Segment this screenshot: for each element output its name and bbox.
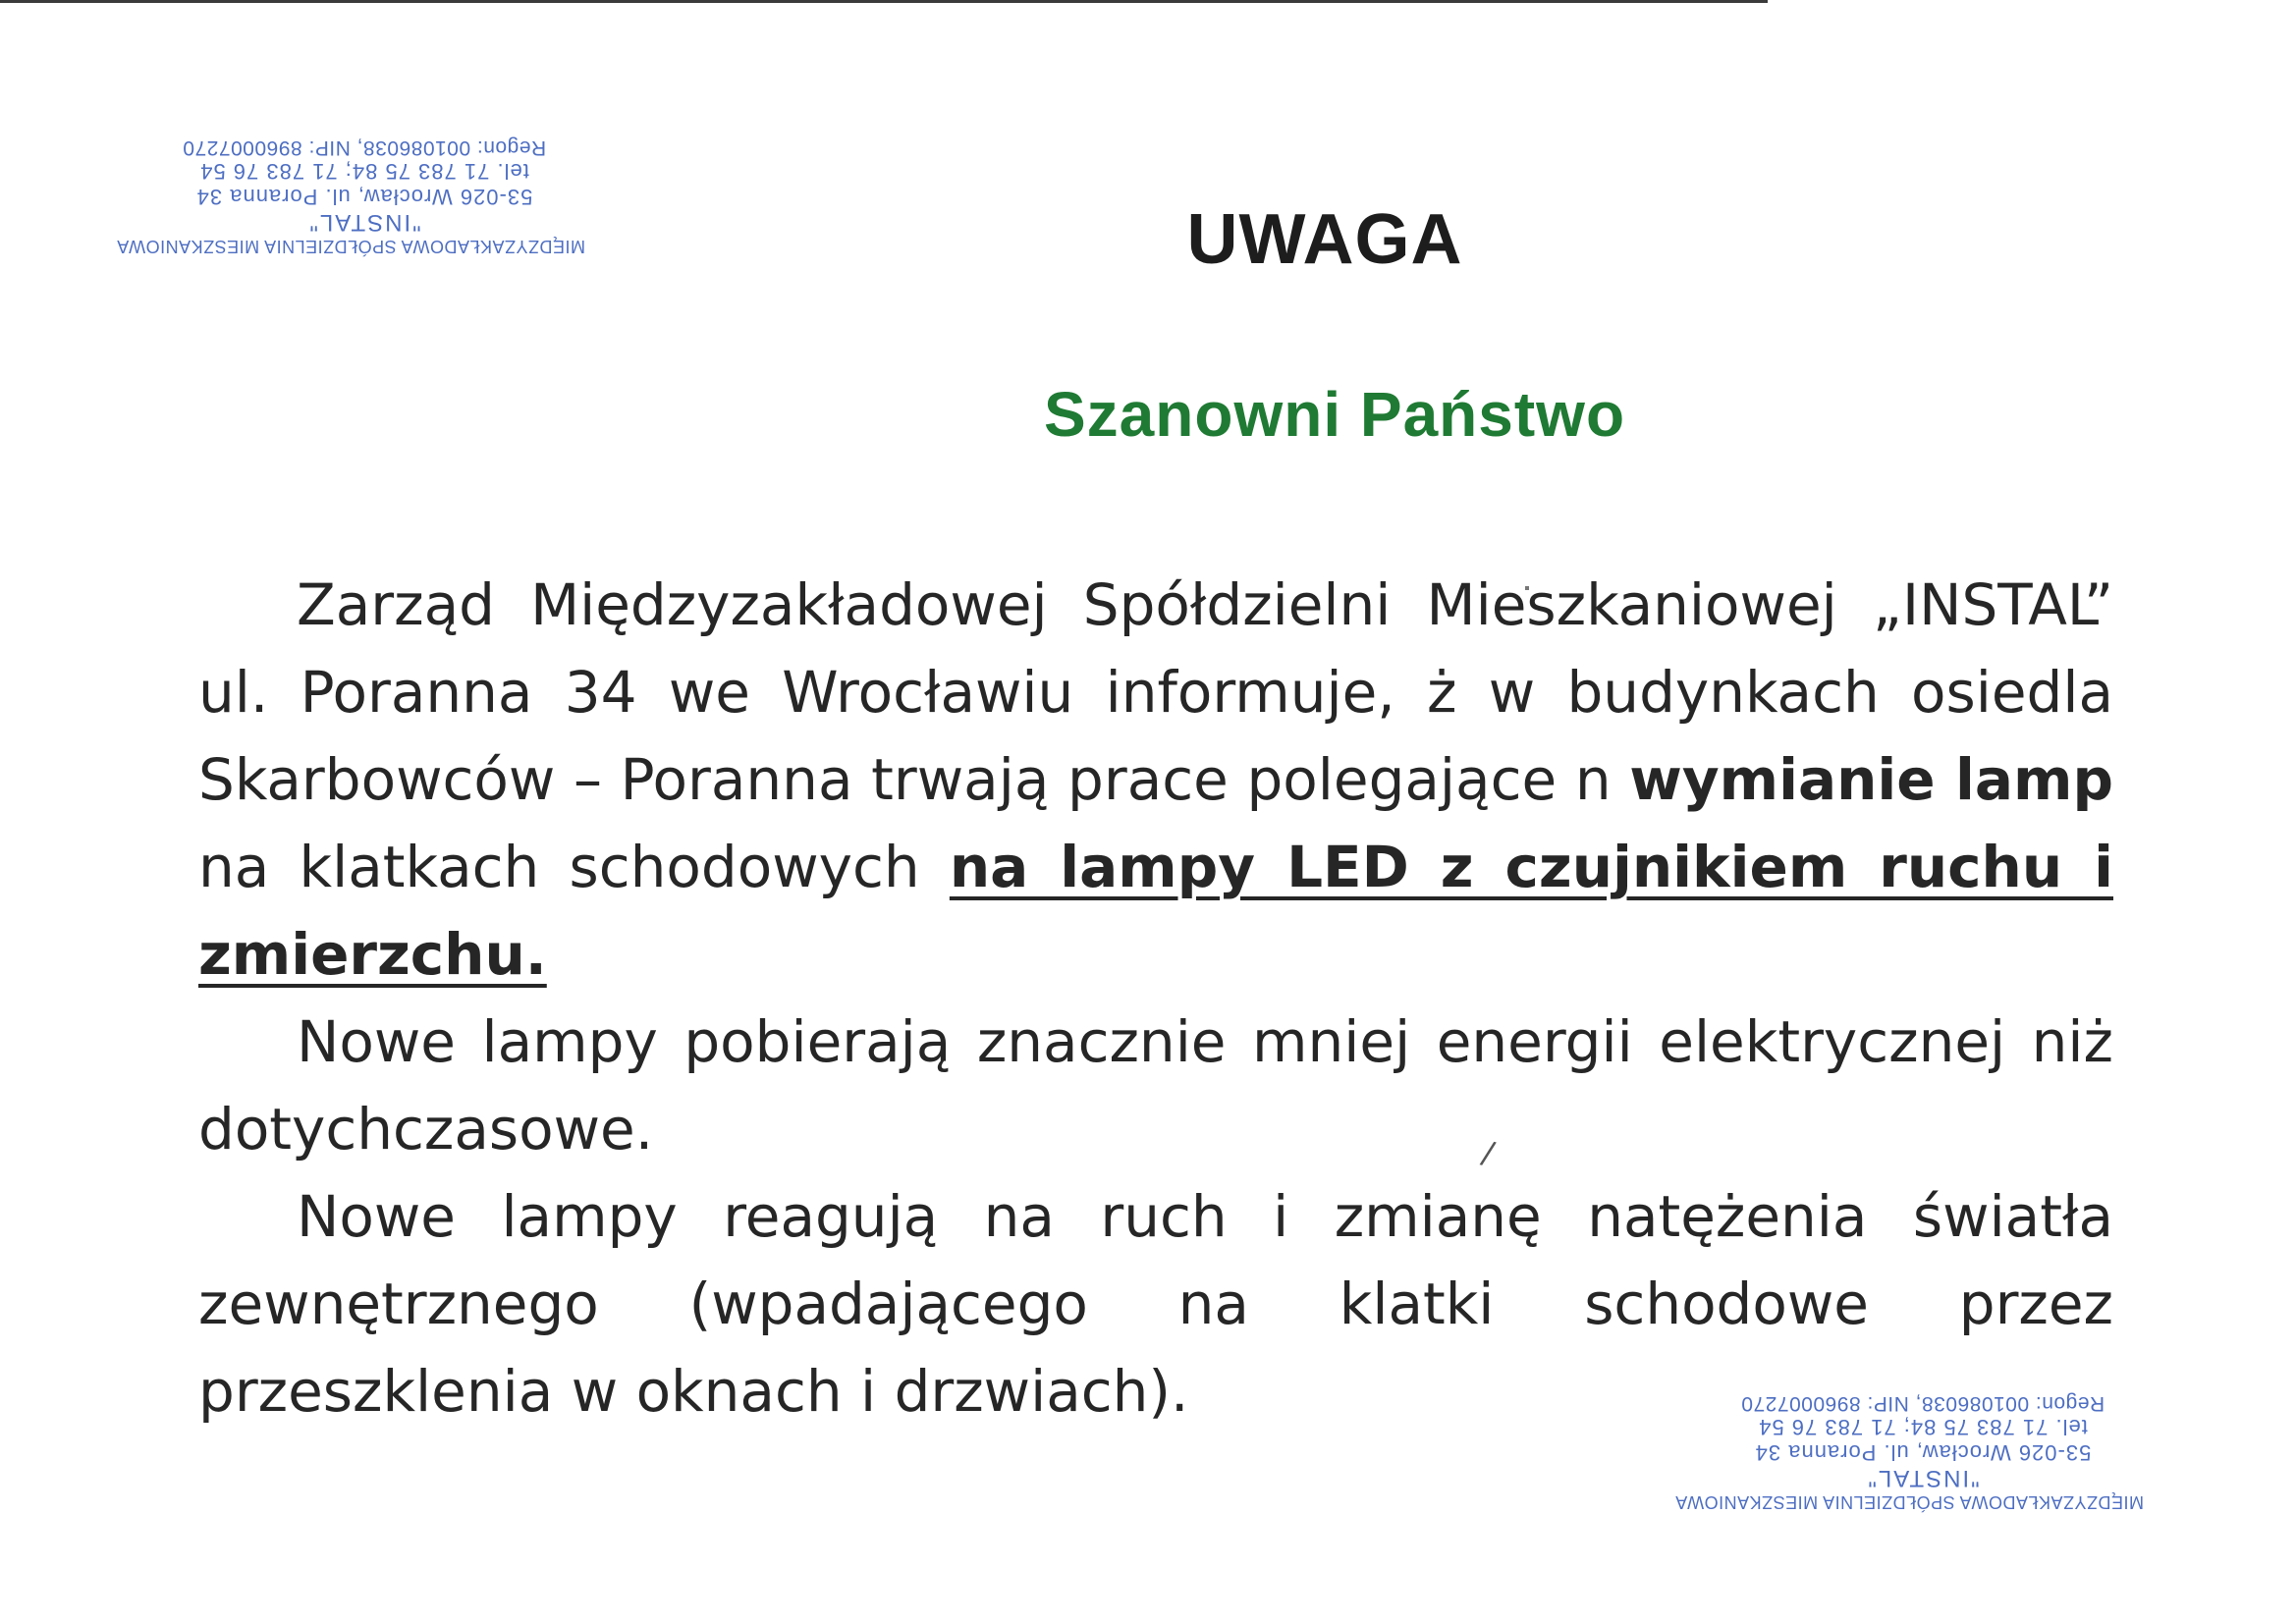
stamp-line-phone: tel. 71 783 75 84; 71 783 76 54 [199, 159, 529, 185]
stamp-line-address: 53-026 Wrocław, ul. Poranna 34 [195, 184, 533, 209]
stamp-line-brand: "INSTAL" [1866, 1465, 1980, 1492]
paragraph-1-bold: wymianie lamp [1629, 746, 2113, 813]
stamp-line-name: MIĘDZYZAKŁADOWA SPÓŁDZIELNIA MIESZKANIOWA [116, 237, 585, 257]
paragraph-announcement [198, 562, 2113, 999]
greeting-heading: Szanowni Państwo [1043, 379, 1626, 450]
paragraph-1-text-2: na klatkach schodowych [198, 834, 950, 900]
paragraph-1-bold-underlined: na lampy LED z czujnikiem ruchu i zmierzchu. [198, 834, 2114, 988]
stamp-line-address: 53-026 Wrocław, ul. Poranna 34 [1754, 1439, 2092, 1465]
stamp-line-ids: Regon: 001086038, NIP: 8960007270 [182, 136, 547, 160]
stamp-line-phone: tel. 71 783 75 84; 71 783 76 54 [1758, 1415, 2088, 1440]
stamp-line-name: MIĘDZYZAKŁADOWA SPÓŁDZIELNIA MIESZKANIOWA [1674, 1492, 2144, 1513]
top-border-line [0, 0, 1768, 3]
notice-body [198, 562, 2113, 1435]
stamp-line-ids: Regon: 001086038, NIP: 8960007270 [1740, 1392, 2105, 1416]
paragraph-energy: Nowe lampy pobierają znacznie mniej energii elektrycznej niż dotychczasowe. [198, 1008, 2113, 1163]
notice-heading: UWAGA [1186, 200, 1463, 279]
stamp-line-brand: "INSTAL" [307, 209, 421, 237]
pen-mark: / [1478, 1133, 1499, 1172]
paragraph-sensors: Nowe lampy reagują na ruch i zmianę natężenia światła zewnętrznego (wpadającego na klatki schodowe przez przeszklenia w oknach i drzwiach). [198, 1183, 2113, 1425]
cooperative-stamp-bottom [1674, 1391, 2144, 1513]
paragraph-1-text: Zarząd Międzyzakładowej Spółdzielni Mieszkaniowej „INSTAL” ul. Poranna 34 we Wrocławiu informuje, ż w budynkach osiedla Skarbowców – Poranna trwają prace polegające n [198, 571, 2113, 813]
